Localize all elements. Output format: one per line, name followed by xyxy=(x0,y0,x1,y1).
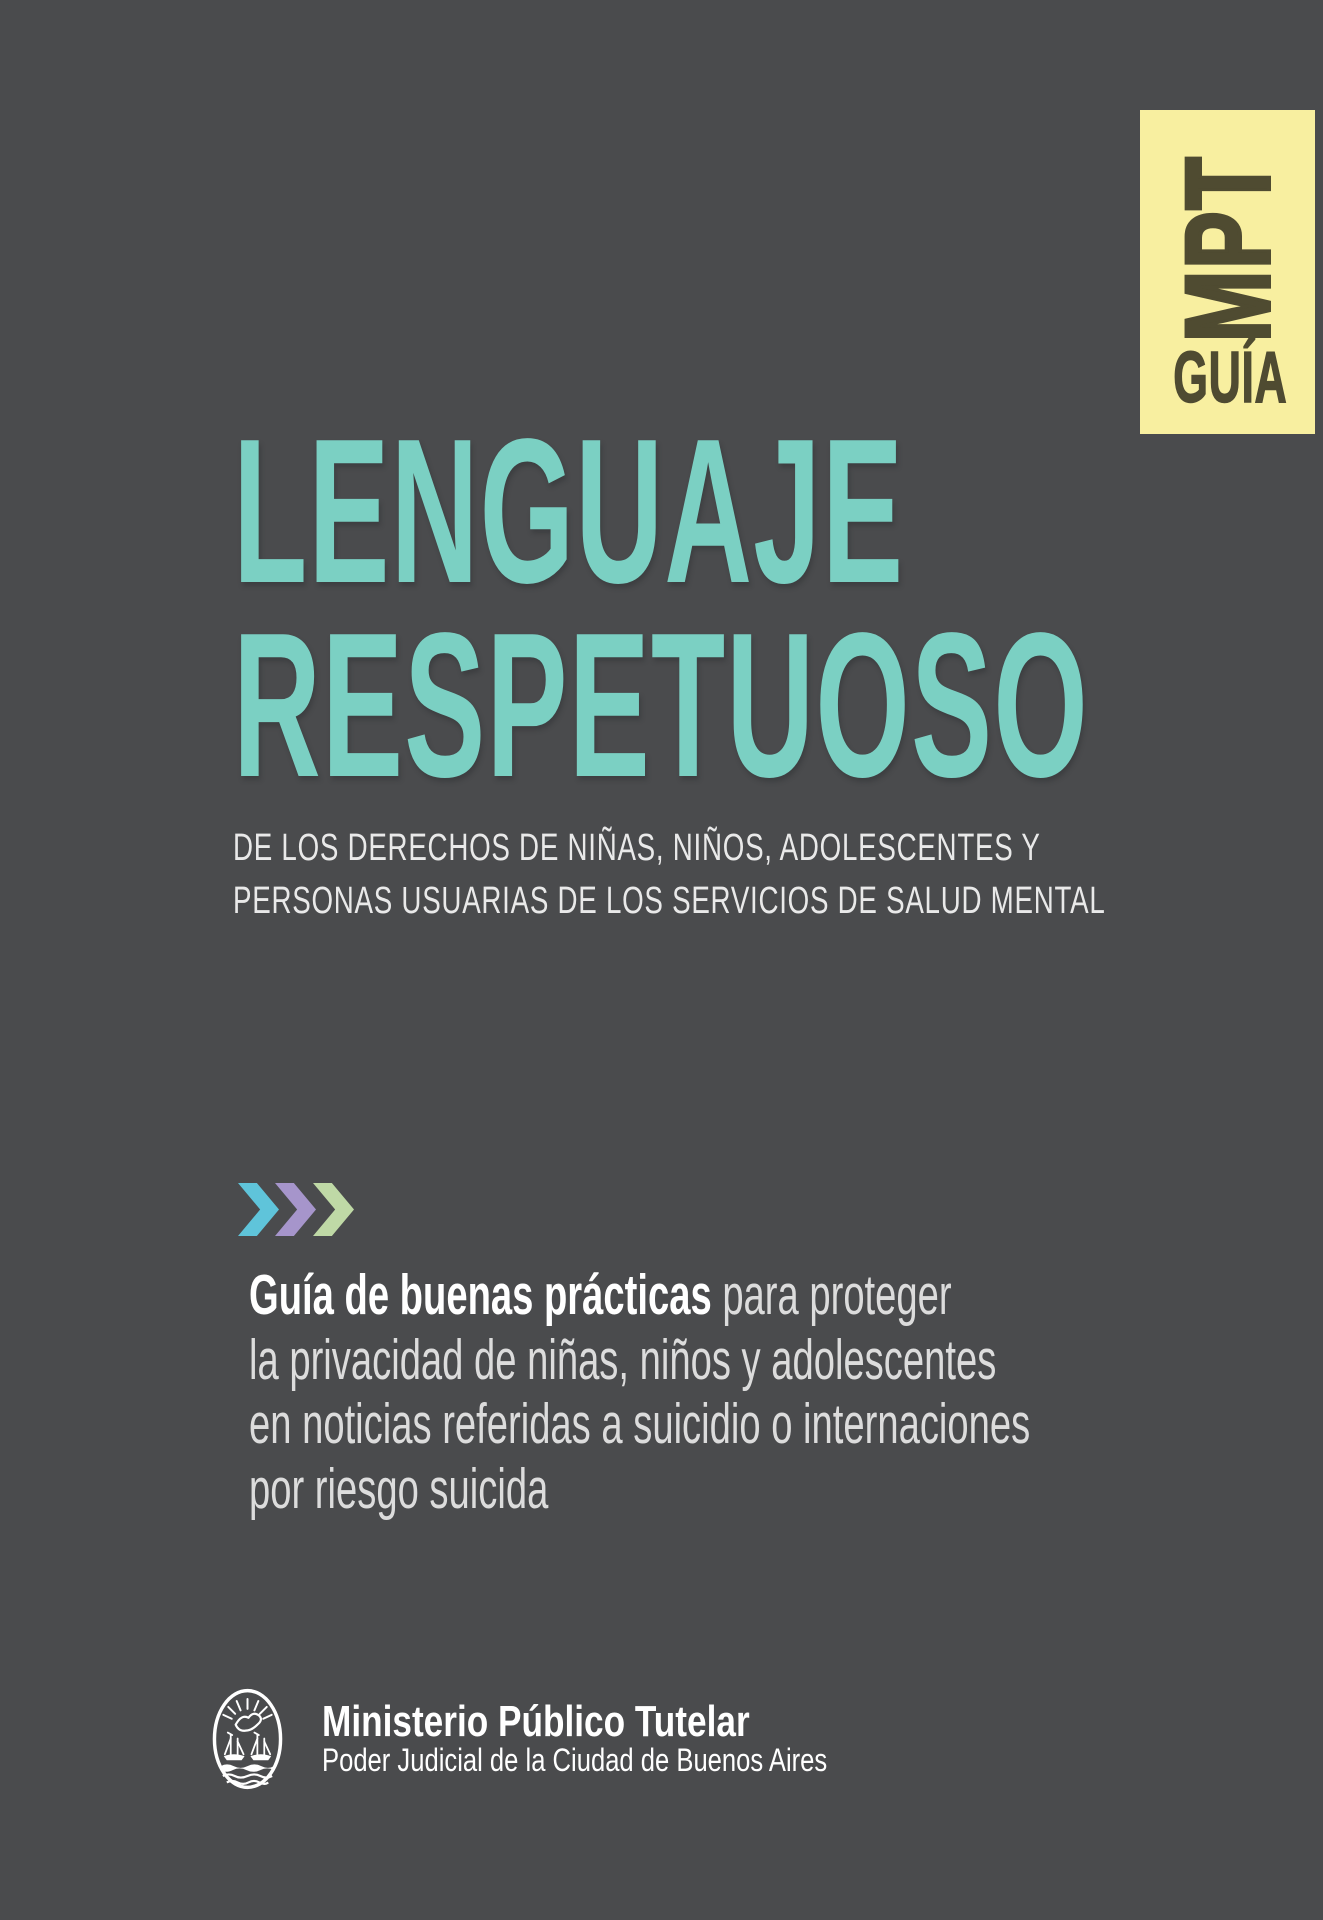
chevron-icon xyxy=(313,1183,354,1236)
chevrons-decoration xyxy=(238,1183,354,1236)
title-line-1: LENGUAJE xyxy=(233,396,905,626)
title-line-2: RESPETUOSO xyxy=(233,590,1089,820)
description-line-2: la privacidad de niñas, niños y adolescentes xyxy=(249,1327,997,1392)
description-paragraph xyxy=(249,1263,1030,1521)
description-line-1-rest: para proteger xyxy=(711,1263,952,1327)
publisher-subtitle: Poder Judicial de la Ciudad de Buenos Aires xyxy=(322,1742,828,1778)
chevron-icon xyxy=(238,1183,279,1236)
page-subtitle xyxy=(233,822,1106,928)
description-lead: Guía de buenas prácticas xyxy=(249,1263,712,1327)
description-line-1 xyxy=(249,1263,1030,1328)
chevron-icon xyxy=(275,1183,316,1236)
buenos-aires-seal-icon xyxy=(211,1687,284,1791)
mpt-guide-badge xyxy=(1140,110,1315,434)
subtitle-line-2: PERSONAS USUARIAS DE LOS SERVICIOS DE SALUD MENTAL xyxy=(233,880,1106,922)
subtitle-line-1: DE LOS DERECHOS DE NIÑAS, NIÑOS, ADOLESCENTES Y xyxy=(233,827,1041,869)
publisher-lockup xyxy=(322,1699,827,1776)
mpt-logo: MPT xyxy=(1160,155,1295,343)
badge-label: GUÍA xyxy=(1173,338,1288,418)
publisher-name: Ministerio Público Tutelar xyxy=(322,1697,750,1746)
description-line-4: por riesgo suicida xyxy=(249,1456,549,1521)
page-title xyxy=(233,396,1089,820)
description-line-3: en noticias referidas a suicidio o internaciones xyxy=(249,1392,1031,1456)
